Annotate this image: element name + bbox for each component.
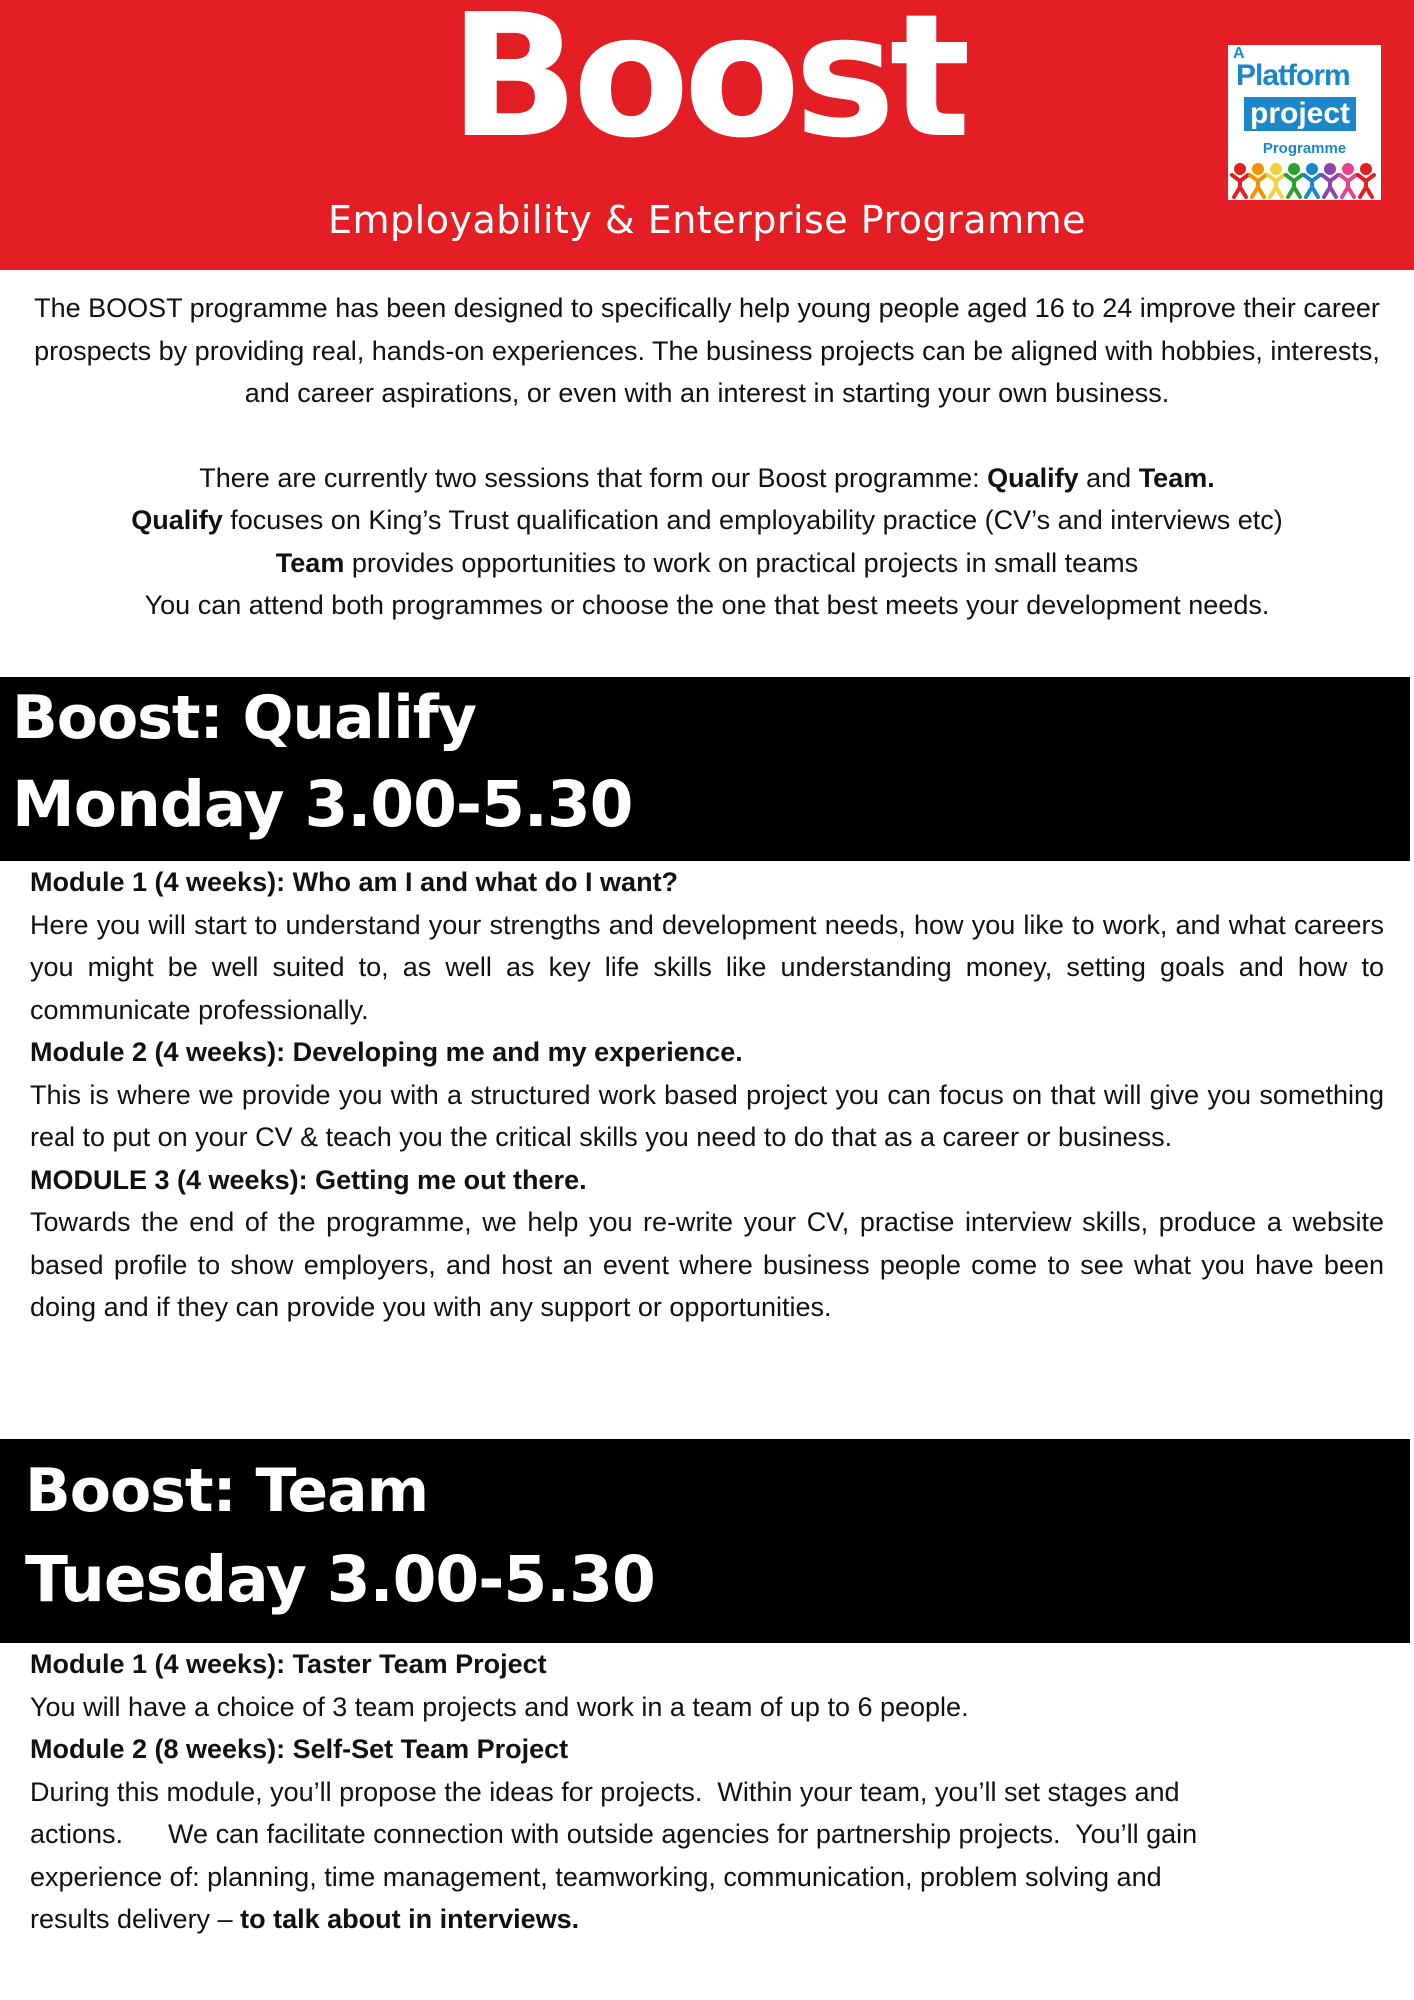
team-module-1-title — [30, 1643, 1210, 1686]
intro-section — [20, 287, 1394, 627]
team-modules — [30, 1643, 1210, 1941]
qualify-summary-name: Qualify — [131, 505, 223, 535]
team-summary — [20, 542, 1394, 585]
team-heading-band — [0, 1439, 1410, 1643]
qualify-heading: Boost: Qualify — [12, 683, 477, 753]
team-schedule: Tuesday 3.00-5.30 — [25, 1543, 655, 1616]
sessions-line — [20, 457, 1394, 500]
logo-platform-text: Platform — [1236, 59, 1350, 92]
qualify-summary — [20, 499, 1394, 542]
qualify-modules — [30, 861, 1384, 1329]
people-figures-icon — [1228, 163, 1381, 199]
qualify-module-3-text: Towards the end of the programme, we help you re-write your CV, practise interview skills, produce a website based profile to show employers, and host an event where business people come to see what you have been doing and if they can provide you with any support or opportunities. — [30, 1207, 1384, 1322]
team-module-2-text — [30, 1771, 1210, 1941]
qualify-module-2-text: This is where we provide you with a structured work based project you can focus on that will give you something real to put on your CV & teach you the critical skills you need to do that as a career or business. — [30, 1079, 1384, 1152]
sessions-qualify: Qualify — [987, 462, 1079, 493]
team-module-2-title — [30, 1728, 1210, 1771]
qualify-module-1-title — [30, 861, 1384, 904]
team-module-2-body: During this module, you’ll propose the ideas for projects. Within your team, you’ll set stages and actions. We can facilitate connection with outside agencies for partnership projects. You’ll gain experience of: planning, time management, teamworking, communication, problem solving and results delivery – — [30, 1776, 1205, 1934]
qualify-module-3-title — [30, 1159, 1384, 1202]
qualify-module-2-title — [30, 1031, 1384, 1074]
sessions-and: and — [1078, 462, 1139, 493]
logo-programme-text: Programme — [1262, 140, 1347, 157]
module-title: Module 1 (4 weeks): Taster Team Project — [30, 1649, 547, 1679]
logo-project-text: project — [1244, 97, 1356, 131]
qualify-module-1-text: Here you will start to understand your strengths and development needs, how you like to work, and what careers you might be well suited to, as well as key life skills like understanding money, setting goals and how to communicate professionally. — [30, 909, 1384, 1025]
qualify-heading-band — [0, 677, 1410, 861]
team-summary-desc: provides opportunities to work on practical projects in small teams — [344, 547, 1139, 578]
qualify-schedule: Monday 3.00-5.30 — [12, 768, 633, 841]
team-module-2-emphasis: to talk about in interviews. — [240, 1904, 580, 1934]
team-heading: Boost: Team — [25, 1456, 429, 1526]
header-banner — [0, 0, 1414, 270]
team-summary-name: Team — [275, 547, 345, 578]
choice-line: You can attend both programmes or choose the one that best meets your development needs. — [144, 590, 1270, 620]
module-title: MODULE 3 (4 weeks): Getting me out there. — [30, 1164, 587, 1195]
team-module-1-text: You will have a choice of 3 team projects and work in a team of up to 6 people. — [30, 1691, 969, 1722]
platform-project-logo — [1228, 45, 1381, 200]
intro-paragraph: The BOOST programme has been designed to specifically help young people aged 16 to 24 improve their career prospects by providing real, hands-on experiences. The business projects can be aligned with hobbies, interests, and career aspirations, or even with an interest in starting your own business. — [34, 293, 1380, 408]
module-title: Module 2 (8 weeks): Self-Set Team Project — [30, 1734, 569, 1764]
sessions-prefix: There are currently two sessions that form our Boost programme: — [199, 462, 988, 493]
qualify-summary-desc: focuses on King’s Trust qualification and employability practice (CV’s and interviews etc) — [222, 505, 1283, 535]
page-title: Boost — [449, 0, 965, 176]
page-subtitle: Employability & Enterprise Programme — [328, 198, 1086, 242]
module-title: Module 1 (4 weeks): Who am I and what do I want? — [30, 867, 679, 897]
sessions-team: Team. — [1138, 462, 1215, 493]
module-title: Module 2 (4 weeks): Developing me and my experience. — [30, 1037, 743, 1067]
logo-a-text: A — [1233, 45, 1245, 62]
